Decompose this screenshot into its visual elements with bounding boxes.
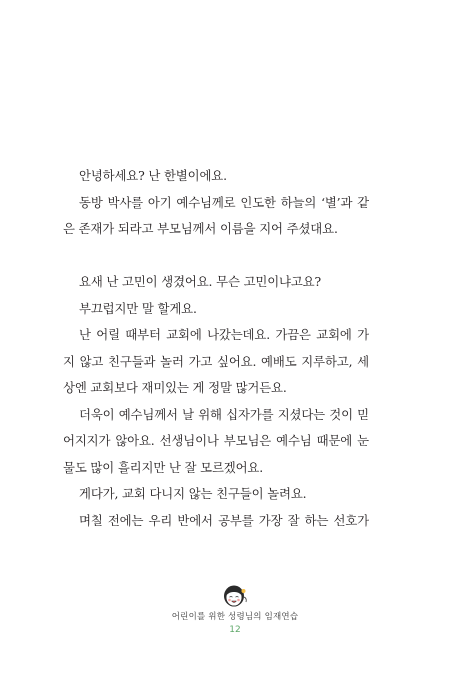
text-line: 게다가, 교회 다니지 않는 친구들이 놀려요.	[79, 486, 307, 501]
page-footer	[0, 583, 470, 635]
text-line: 더욱이 예수님께서 날 위해 십자가를 지셨다는 것이 믿	[79, 406, 369, 422]
text-line: 동방 박사를 아기 예수님께로 인도한 하늘의 ‘별’과 같	[79, 194, 369, 210]
text-line: 물도 많이 흘리지만 난 잘 모르겠어요.	[63, 459, 264, 475]
page-number: 12	[229, 625, 241, 635]
smiling-child-icon	[220, 583, 250, 609]
text-line: 안녕하세요? 난 한별이에요.	[79, 168, 227, 183]
body-text	[63, 163, 369, 534]
text-line: 상엔 교회보다 재미있는 게 정말 많거든요.	[63, 380, 287, 395]
text-line: 요새 난 고민이 생겼어요. 무슨 고민이냐고요?	[79, 274, 321, 289]
text-line: 어지지가 않아요. 선생님이나 부모님은 예수님 때문에 눈	[63, 433, 369, 448]
text-line: 난 어릴 때부터 교회에 나갔는데요. 가끔은 교회에 가	[79, 327, 369, 342]
text-line: 은 존재가 되라고 부모님께서 이름을 지어 주셨대요.	[63, 221, 338, 236]
text-line: 지 않고 친구들과 놀러 가고 싶어요. 예배도 지루하고, 세	[63, 353, 369, 369]
text-line: 며칠 전에는 우리 반에서 공부를 가장 잘 하는 선호가	[79, 512, 369, 528]
paragraph-gap	[63, 243, 369, 270]
book-title: 어린이를 위한 성령님의 임재연습	[171, 612, 299, 622]
text-line: 부끄럽지만 말 할게요.	[79, 300, 197, 316]
